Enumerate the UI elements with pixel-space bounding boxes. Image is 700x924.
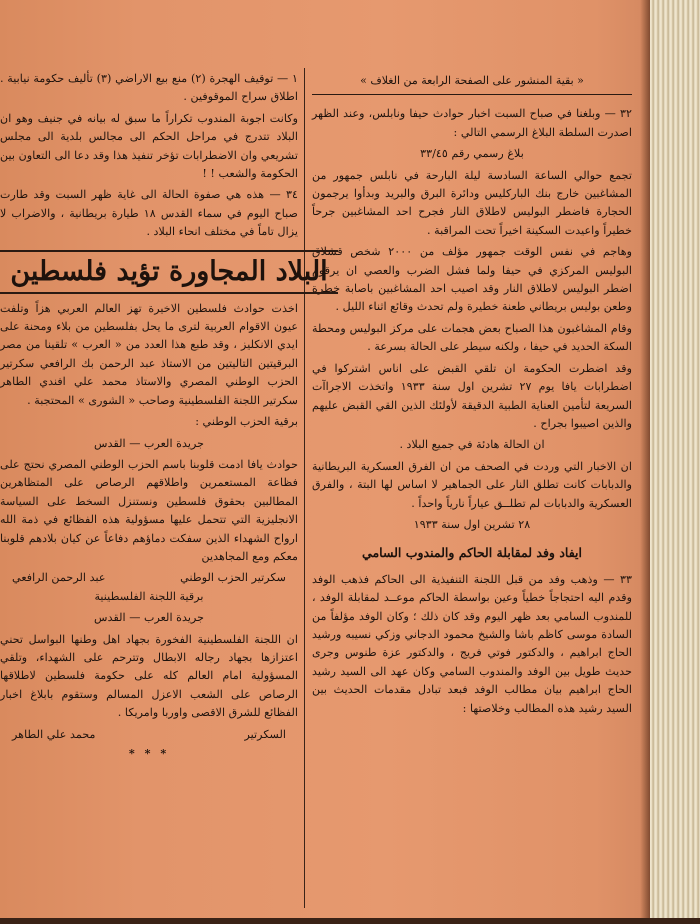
book-spine-edge [650,0,700,924]
commissioner-reply: وكانت اجوبة المندوب تكراراً ما سبق له بيانه في جنيف وهو ان البلاد تتدرج في مراحل الحكم الى مجالس بلدية الى مجلس تشريعي وان الاضطرابات تؤخر تنفيذ هذا وقد دعا الى التعاون بين الحكومة والشعب ! ! [0,111,298,181]
column-divider [304,68,305,908]
cable-2-label: برقية اللجنة الفلسطينية [94,589,204,603]
paragraph-32: ٣٢ — وبلغنا في صباح السبت اخبار حوادث حيفا ونابلس، وعند الظهر اصدرت السلطة البلاغ الرسمي التالي : [312,107,632,139]
right-column [312,72,632,721]
bulletin-nablus: تجمع حوالي الساعة السادسة ليلة البارحة في نابلس جمهور من المشاغبين خارج بنك الباركليس ودائرة البرق والبريد وبدأوا يرجمون الحجارة فاضطر البوليس لاطلاق النار فجرح احد المشاغبين جرحاً خطيراً واعيدت السكينة اخيراً تحت المراقبة . [312,168,632,237]
official-bulletin-number: بلاغ رسمي رقم ٣٣/٤٥ [420,147,524,161]
cable-1-body: حوادث يافا ادمت قلوبنا باسم الحزب الوطني المصري نحتج على فظاعة المستعمرين واطلاقهم الرصاص على المتظاهرين المطالبين بحقوق فلسطين ونستنزل السخط على السياسة الانجليزية التي تتحمل عليها مسؤولية هذه الفظائع في ذمة الله ارواح الشهداء الذين سفكت دماؤهم دفاعاً عن كيان بلادهم قلوبنا معكم ومع المجاهدين [0,457,298,563]
bulletin-arrests: وقد اضطرت الحكومة ان تلقي القبض على اناس اشتركوا في اضطرابات يافا يوم ٢٧ تشرين اول سنة ١٩٣٣ واتخذت الاجراآت السريعة لتأمين العناية الطبية الدقيقة لأولئك الذين القي القبض عليهم والذين اصيبوا بجراح . [312,361,632,430]
cable-1-addressee: جريدة العرب — القدس [93,436,205,450]
cable-2-signer-name: محمد علي الطاهر [12,727,96,741]
bulletin-calm: ان الحالة هادئة في جميع البلاد . [399,438,545,452]
paragraph-34: ٣٤ — هذه هي صفوة الحالة الى غاية ظهر السبت وقد طارت صباح اليوم في سماء القدس ١٨ طيارة بريطانية ، والاضراب لا يزال تاماً في مختلف انحاء البلاد . [0,188,298,239]
binding-shadow [640,0,650,924]
cable-2-addressee: جريدة العرب — القدس [93,611,205,625]
header-rule [312,94,632,95]
bulletin-haifa: وهاجم في نفس الوقت جمهور مؤلف من ٢٠٠٠ شخص قشلاق البوليس المركزي في حيفا ولما فشل الضرب والعصي ان يرقوم اضطر البوليس لاطلاق النار وقد اصيب احد المشاغبين باصابة خطرة وطعن بوليس بريطاني طعنة خطيرة ولم تحدث وقائع اثناء الليل . [312,245,633,314]
article-headline: البلاد المجاورة تؤيد فلسطين [0,250,338,294]
cable-2-body: ان اللجنة الفلسطينية الفخورة بجهاد اهل وطنها البواسل تحني اعتزازها بجهاد رجاله الابطال وتترحم على الشهداء، وتلقي المسؤولية امام العالم كله على حكومة فلسطين لاطلاقها الرصاص على الشعب الاعزل المسالم وستقوم بابلاغ اخبار الفظائع للشرق الاقصى واوربا وامريكا . [0,632,298,720]
bulletin-denial: ان الاخبار التي وردت في الصحف من ان الفرق العسكرية البريطانية والدبابات كانت تطلق النار على الجماهير لا اساس لها البتة ، والفرق العسكرية والدبابات لم تطلــق عياراً نارياً واحداً . [312,459,632,510]
continuation-header: « بقية المنشور على الصفحة الرابعة من الغلاف » [360,74,584,87]
demands-list: ١ — توقيف الهجرة (٢) منع بيع الاراضي (٣) تأليف حكومة نيابية . اطلاق سراح الموقوفين . [0,72,298,104]
bulletin-morning: وقام المشاغبون هذا الصباح بعض هجمات على مركز البوليس ومحطة السكة الحديد في حيفا ، ولكنه سيطر على الحالة بسرعة . [312,321,632,354]
end-mark: * * * [128,746,170,760]
cable-1-signer-role: سكرتير الحزب الوطني [180,571,286,585]
cable-1-signer-name: عبد الرحمن الرافعي [12,571,106,585]
cable-2-signer-role: السكرتير [244,727,286,741]
bulletin-date: ٢٨ تشرين اول سنة ١٩٣٣ [413,517,531,531]
cable-1-label: برقية الحزب الوطني : [195,415,298,429]
cable-1-signature [0,569,298,587]
paragraph-33: ٣٣ — وذهب وفد من قبل اللجنة التنفيذية الى الحاكم فذهب الوفد وقدم اليه احتجاجاً خطياً وعين بواسطة الحاكم موعــد لمقابلة الوفد ، للمندوب السامي بعد ظهر اليوم وقد كان ذلك ؛ وكان الوفد مؤلفاً من السادة موسى كاظم باشا والشيخ محمود الدجاني وزكي نسيبه ورشيد الحاج ابراهيم ، والدكتور فوتي فريج ، والدكتور عزة طنوس وجرى حديث طويل بين الوفد والمندوب السامي وكان عهد الى السيد رشيد الحاج ابراهيم بيان مطالب الوفد فبعد تبادل مقدمات الحديث بين السيد رشيد هذه المطالب وخلاصتها : [312,572,632,715]
article-intro: اخذت حوادث فلسطين الاخيرة تهز العالم العربي هزاً وتلفت عيون الاقوام العربية لترى ما يحل بفلسطين من بلاء ومحنة على ايدي الانكليز ، وقد طبع هذا العدد من « العرب » تلقينا من مصر البرقيتين التاليتين من الاستاذ عبد الرحمن بك الرافعي سكرتير الحزب الوطني المصري والاستاذ محمد علي افندي الطاهر سكرتير اللجنة الفلسطينية وصاحب « الشورى » المحتجبة . [0,301,298,407]
page-bottom-edge [0,918,700,924]
left-column [0,70,328,762]
cable-2-signature [0,726,298,744]
delegation-subheading: ايفاد وفد لمقابلة الحاكم والمندوب السامي [362,545,582,561]
